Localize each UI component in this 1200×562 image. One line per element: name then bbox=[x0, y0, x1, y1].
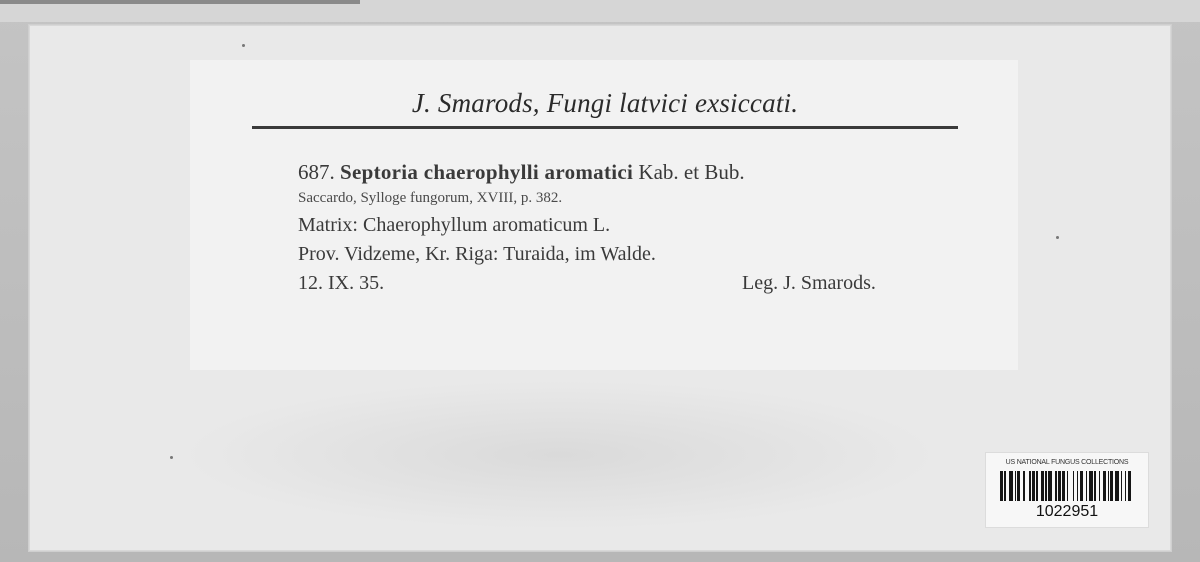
paper-speck bbox=[242, 44, 245, 47]
barcode-bar bbox=[1131, 471, 1134, 501]
reference-line: Saccardo, Sylloge fungorum, XVIII, p. 382. bbox=[298, 190, 563, 206]
barcode-sticker bbox=[985, 452, 1149, 528]
packet-shadow bbox=[180, 380, 940, 530]
matrix-line: Matrix: Chaerophyllum aromaticum L. bbox=[298, 214, 611, 236]
paper-speck bbox=[170, 456, 173, 459]
species-name: Septoria chaerophylli aromatici bbox=[340, 160, 634, 184]
collector-line: Leg. J. Smarods. bbox=[742, 272, 876, 294]
species-authority: Kab. et Bub. bbox=[638, 160, 745, 184]
species-line bbox=[298, 160, 745, 185]
barcode bbox=[1000, 471, 1134, 501]
paper-speck bbox=[1056, 236, 1059, 239]
collection-name: US NATIONAL FUNGUS COLLECTIONS bbox=[1005, 459, 1129, 466]
locality-line: Prov. Vidzeme, Kr. Riga: Turaida, im Walde. bbox=[298, 243, 656, 265]
collection-date: 12. IX. 35. bbox=[298, 272, 385, 294]
barcode-number: 1022951 bbox=[1035, 503, 1099, 520]
top-edge-shadow bbox=[0, 0, 360, 4]
specimen-number: 687. bbox=[298, 160, 335, 184]
label-title: J. Smarods, Fungi latvici exsiccati. bbox=[411, 88, 799, 118]
title-rule bbox=[252, 126, 958, 129]
